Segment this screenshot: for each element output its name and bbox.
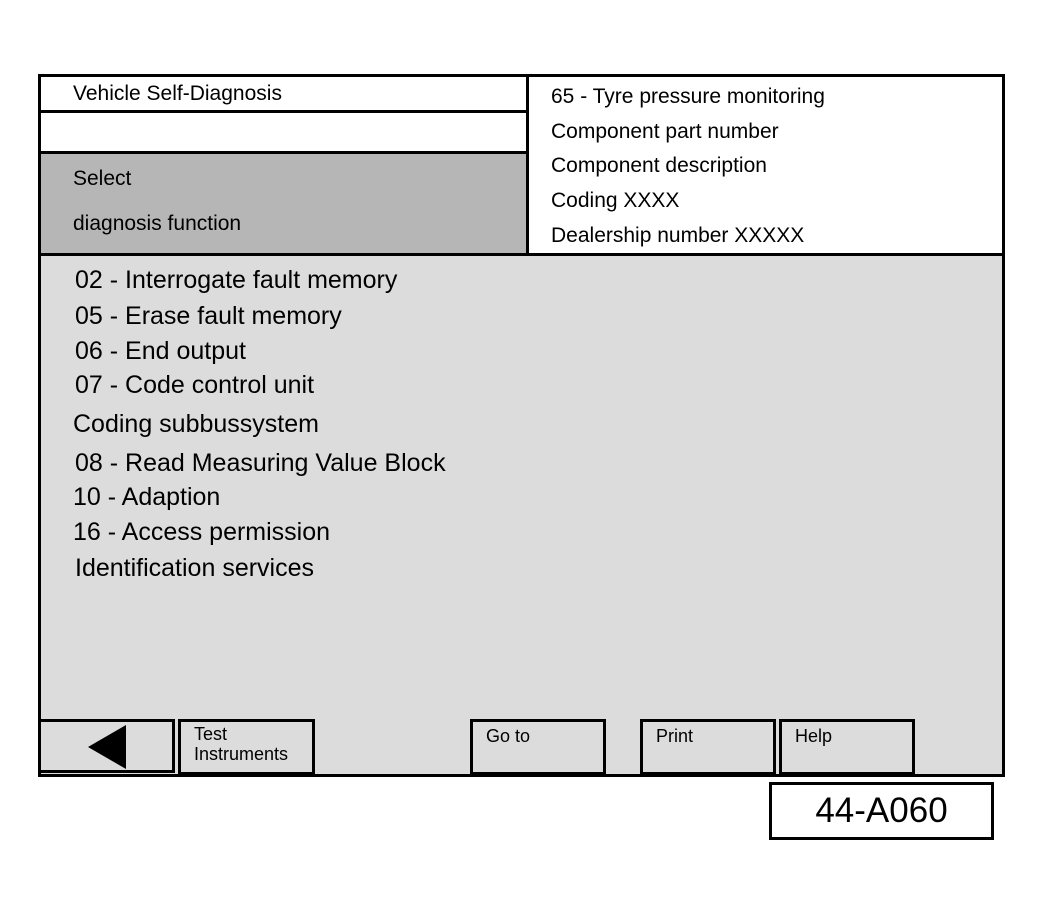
menu-item-code-control-unit[interactable]: 07 - Code control unit (75, 371, 315, 399)
test-instruments-button[interactable] (178, 719, 315, 775)
menu-item-interrogate-fault-memory[interactable]: 02 - Interrogate fault memory (75, 266, 398, 294)
dealership-number: Dealership number XXXXX (551, 224, 805, 247)
print-button[interactable] (640, 719, 776, 775)
control-unit-info-panel (529, 77, 1002, 256)
print-label: Print (656, 726, 694, 746)
test-instruments-label: Test Instruments (194, 724, 289, 764)
menu-item-erase-fault-memory[interactable]: 05 - Erase fault memory (75, 302, 342, 330)
menu-item-access-permission[interactable]: 16 - Access permission (73, 518, 331, 546)
go-to-button[interactable] (470, 719, 606, 775)
button-bar (41, 719, 1002, 774)
control-unit-name: 65 - Tyre pressure monitoring (551, 85, 825, 108)
header-left-panel (41, 77, 529, 256)
figure-reference-label: 44-A060 (769, 782, 994, 840)
blank-field (41, 113, 526, 154)
prompt-line-2: diagnosis function (73, 212, 242, 235)
help-button[interactable] (779, 719, 915, 775)
menu-item-identification-services[interactable]: Identification services (75, 554, 315, 582)
title-bar (41, 77, 526, 113)
menu-item-coding-subbussystem[interactable]: Coding subbussystem (73, 410, 319, 438)
back-button[interactable] (41, 719, 175, 773)
coding-value: Coding XXXX (551, 189, 680, 212)
menu-item-end-output[interactable]: 06 - End output (75, 337, 246, 365)
prompt-line-1: Select (73, 167, 132, 190)
menu-item-read-measuring-value-block[interactable]: 08 - Read Measuring Value Block (75, 449, 446, 477)
go-to-label: Go to (486, 726, 531, 746)
menu-item-adaption[interactable]: 10 - Adaption (73, 483, 221, 511)
diagnosis-screen (38, 74, 1005, 777)
component-description: Component description (551, 154, 767, 177)
screen-title: Vehicle Self-Diagnosis (73, 82, 282, 105)
prompt-panel (41, 154, 526, 253)
help-label: Help (795, 726, 833, 746)
left-triangle-icon (88, 725, 126, 769)
component-part-number: Component part number (551, 120, 779, 143)
